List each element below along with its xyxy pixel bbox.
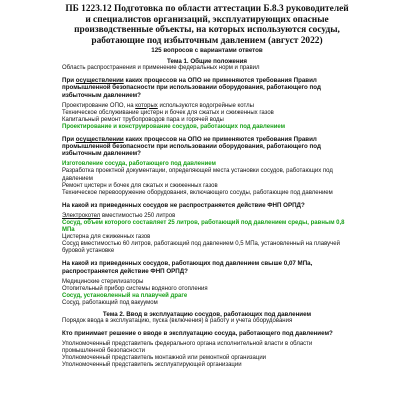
document-subtitle: 125 вопросов с вариантами ответов: [151, 47, 263, 55]
answer-3-1: [62, 213, 352, 220]
question-2-rest: каких процессов на ОПО не применяются требования Правил промышленной безопасности при использовании оборудования, работающего под избыточным давлением?: [62, 136, 321, 158]
answer-1-1: [62, 103, 352, 110]
question-1: [62, 77, 352, 98]
question-2: [62, 136, 352, 157]
topic-2-subtitle: Порядок ввода в эксплуатацию, пуска (включения) в работу и учета оборудования: [62, 318, 293, 324]
topic-1-subtitle: Область распространения и применение федеральных норм и правил: [62, 65, 260, 72]
answer-4-3-correct: Сосуд, установленный на плавучей драге: [62, 292, 188, 299]
topic-2-title: Тема 2. Ввод в эксплуатацию сосудов, работающих под давлением: [102, 311, 312, 318]
answer-4-2: Отопительный прибор системы водяного отопления: [62, 285, 208, 292]
answer-3-3: Цистерна для сжиженных газов: [62, 234, 151, 241]
answer-1-1-pre: Проектирование ОПО, на: [62, 102, 136, 109]
document-title: ПБ 1223.12 Подготовка по области аттестации Б.8.3 руководителей и специалистов организаций, эксплуатирующих опасные производственные объекты, на которых используются сосуды, работающие под избыточным давлением (август 2022): [65, 4, 349, 46]
answer-3-2-correct: Сосуд, объем которого составляет 25 литров, работающий под давлением среды, равным 0,8 МПа: [62, 219, 345, 234]
answer-5-3: Уполномоченный представитель эксплуатирующей организации: [62, 362, 242, 369]
answer-1-3: Капитальный ремонт трубопроводов пара и горячей воды: [62, 116, 224, 123]
question-5: Кто принимает решение о вводе в эксплуатацию сосуда, работающего под давлением?: [62, 330, 333, 337]
answer-1-2: Техническое обслуживание цистерн и бочек для сжатых и сжиженных газов: [62, 109, 274, 116]
answer-4-1: Медицинские стерилизаторы: [62, 278, 144, 285]
answer-1-4-correct: Проектирование и конструирование сосудов, работающих под давлением: [62, 123, 286, 130]
answer-3-1-underlined: Электрокотел: [62, 212, 101, 219]
topic-1-title: Тема 1. Общие положения: [167, 58, 247, 66]
question-4: На какой из приведенных сосудов, работающих под давлением свыше 0,07 МПа, распространяется действие ФНП ОРПД?: [62, 260, 313, 275]
answer-5-1: Уполномоченный представитель федерального органа исполнительной власти в области промышленной безопасности: [62, 341, 313, 355]
answer-2-3: Ремонт цистерн и бочек для сжатых и сжиженных газов: [62, 182, 218, 189]
question-2-underlined: осуществлении: [75, 136, 124, 144]
answer-2-2: Разработка проектной документации, определяющей места установки сосудов, работающих под давлением: [62, 168, 333, 182]
answer-4-4: Сосуд, работающий под вакуумом: [62, 299, 158, 306]
answer-1-1-post: используются водогрейные котлы: [157, 102, 254, 109]
answer-3-1-post: вместимостью 250 литров: [100, 212, 176, 219]
question-2-prefix: При: [62, 136, 76, 144]
answer-1-1-underlined: которых: [135, 102, 158, 109]
answer-2-4: Техническое перевооружение оборудования, включающего сосуды, работающие под давлением: [62, 189, 333, 196]
question-1-prefix: При: [62, 77, 76, 85]
answer-5-2: Уполномоченный представитель монтажной или ремонтной организации: [62, 355, 267, 362]
question-1-underlined: осуществлении: [75, 77, 124, 85]
question-1-rest: каких процессов на ОПО не применяются требования Правил промышленной безопасности при использовании оборудования, работающего под избыточным давлением?: [62, 77, 321, 99]
answer-2-1-correct: Изготовление сосуда, работающего под давлением: [62, 161, 216, 168]
answer-3-4: Сосуд вместимостью 60 литров, работающий под давлением 0,5 МПа, установленный на плавучей буровой установке: [62, 241, 340, 255]
question-3: На какой из приведенных сосудов не распространяется действие ФНП ОРПД?: [62, 201, 305, 209]
